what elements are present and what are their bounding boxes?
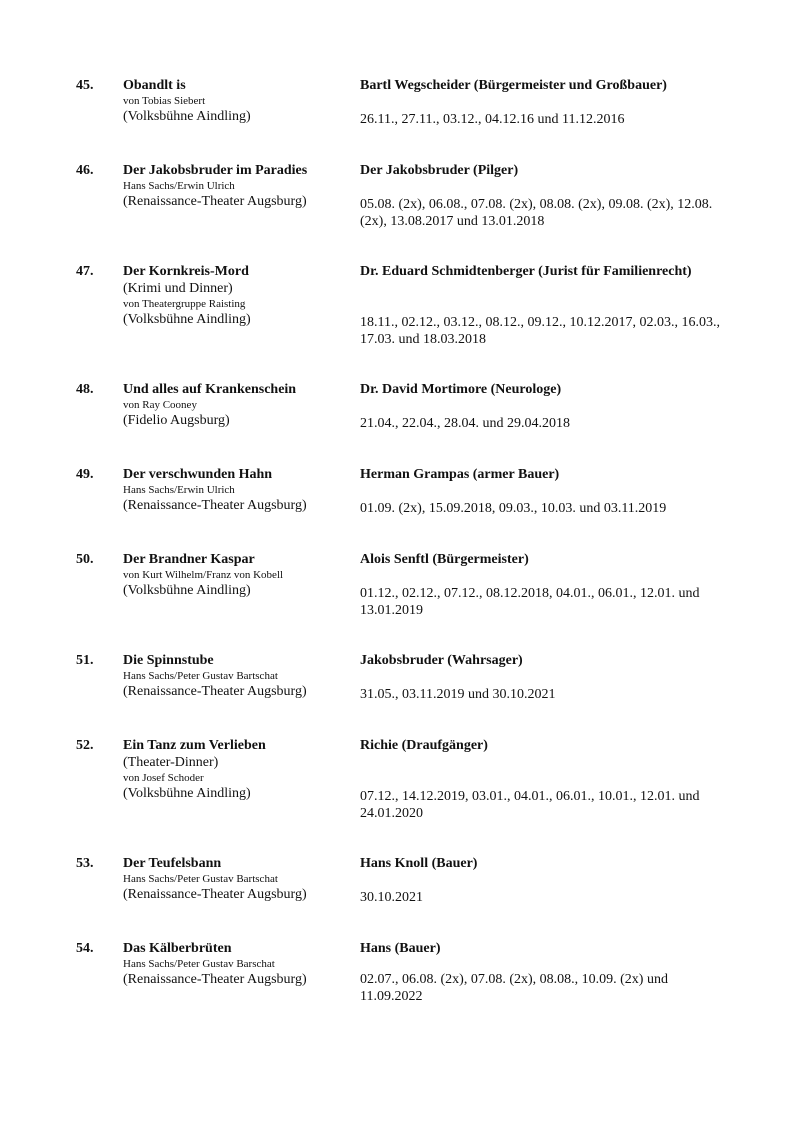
play-venue: (Renaissance-Theater Augsburg) (123, 972, 307, 987)
performance-dates: 01.12., 02.12., 07.12., 08.12.2018, 04.01., 06.01., 12.01. und 13.01.2019 (360, 586, 700, 618)
entry-number: 45. (76, 78, 94, 93)
performance-dates: 07.12., 14.12.2019, 03.01., 04.01., 06.01., 10.01., 12.01. und 24.01.2020 (360, 789, 700, 821)
entry-number: 54. (76, 941, 94, 956)
entry-number: 51. (76, 653, 94, 668)
play-title: Der Brandner Kaspar (123, 552, 255, 567)
performance-dates: 01.09. (2x), 15.09.2018, 09.03., 10.03. und 03.11.2019 (360, 501, 667, 516)
role: Hans Knoll (Bauer) (360, 856, 478, 871)
play-venue: (Volksbühne Aindling) (123, 109, 251, 124)
play-title: Obandlt is (123, 78, 186, 93)
performance-dates: 18.11., 02.12., 03.12., 08.12., 09.12., 10.12.2017, 02.03., 16.03., 17.03. und 18.03.2018 (360, 315, 720, 347)
entry-number: 52. (76, 738, 94, 753)
performance-dates: 02.07., 06.08. (2x), 07.08. (2x), 08.08., 10.09. (2x) und 11.09.2022 (360, 972, 668, 1004)
play-venue: (Volksbühne Aindling) (123, 583, 251, 598)
role: Jakobsbruder (Wahrsager) (360, 653, 523, 668)
role: Herman Grampas (armer Bauer) (360, 467, 560, 482)
play-author: Hans Sachs/Erwin Ulrich (123, 484, 235, 496)
performance-dates: 30.10.2021 (360, 890, 423, 905)
role: Hans (Bauer) (360, 941, 441, 956)
play-title: Die Spinnstube (123, 653, 214, 668)
role: Bartl Wegscheider (Bürgermeister und Großbauer) (360, 78, 667, 93)
play-author: Hans Sachs/Peter Gustav Barschat (123, 958, 275, 970)
play-venue: (Fidelio Augsburg) (123, 413, 230, 428)
performance-dates: 21.04., 22.04., 28.04. und 29.04.2018 (360, 416, 570, 431)
play-title: Der verschwunden Hahn (123, 467, 273, 482)
play-author: von Tobias Siebert (123, 95, 206, 107)
play-author: Hans Sachs/Peter Gustav Bartschat (123, 873, 278, 885)
role: Dr. David Mortimore (Neurologe) (360, 382, 562, 397)
play-venue: (Renaissance-Theater Augsburg) (123, 684, 307, 699)
play-author: von Ray Cooney (123, 399, 197, 411)
play-venue: (Volksbühne Aindling) (123, 786, 251, 801)
play-author: von Theatergruppe Raisting (123, 298, 246, 310)
play-venue: (Volksbühne Aindling) (123, 312, 251, 327)
entry-number: 46. (76, 163, 94, 178)
play-author: Hans Sachs/Peter Gustav Bartschat (123, 670, 278, 682)
role: Der Jakobsbruder (Pilger) (360, 163, 519, 178)
play-title: Das Kälberbrüten (123, 941, 232, 956)
play-author: von Josef Schoder (123, 772, 204, 784)
play-subtitle: (Theater-Dinner) (123, 755, 219, 770)
play-author: Hans Sachs/Erwin Ulrich (123, 180, 235, 192)
entry-number: 49. (76, 467, 94, 482)
play-subtitle: (Krimi und Dinner) (123, 281, 233, 296)
play-venue: (Renaissance-Theater Augsburg) (123, 194, 307, 209)
play-title: Und alles auf Krankenschein (123, 382, 297, 397)
entry-number: 48. (76, 382, 94, 397)
role: Alois Senftl (Bürgermeister) (360, 552, 529, 567)
play-venue: (Renaissance-Theater Augsburg) (123, 498, 307, 513)
entry-number: 47. (76, 264, 94, 279)
performance-dates: 31.05., 03.11.2019 und 30.10.2021 (360, 687, 556, 702)
role: Dr. Eduard Schmidtenberger (Jurist für Familienrecht) (360, 264, 692, 279)
play-venue: (Renaissance-Theater Augsburg) (123, 887, 307, 902)
play-title: Ein Tanz zum Verlieben (123, 738, 266, 753)
performance-dates: 26.11., 27.11., 03.12., 04.12.16 und 11.12.2016 (360, 112, 625, 127)
entry-number: 50. (76, 552, 94, 567)
play-author: von Kurt Wilhelm/Franz von Kobell (123, 569, 284, 581)
play-title: Der Kornkreis-Mord (123, 264, 249, 279)
play-title: Der Jakobsbruder im Paradies (123, 163, 308, 178)
play-title: Der Teufelsbann (123, 856, 222, 871)
role: Richie (Draufgänger) (360, 738, 488, 753)
performance-dates: 05.08. (2x), 06.08., 07.08. (2x), 08.08. (2x), 09.08. (2x), 12.08. (2x), 13.08.2017 und 13.01.2018 (360, 197, 713, 229)
entry-number: 53. (76, 856, 94, 871)
